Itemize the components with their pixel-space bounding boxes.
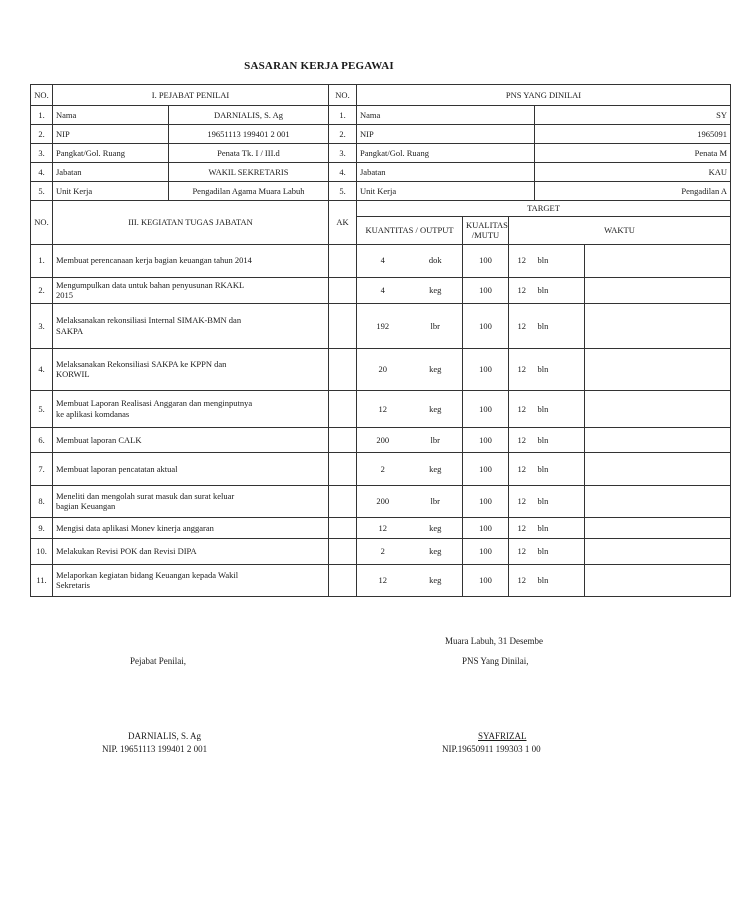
kegiatan-text-content: Mengumpulkan data untuk bahan penyusunan RKAKL 2015	[56, 279, 244, 301]
kegiatan-time-unit: bln	[535, 348, 585, 390]
kegiatan-time: 12	[509, 564, 535, 596]
kegiatan-no: 9.	[31, 517, 53, 538]
dinilai-value: SY	[535, 106, 731, 125]
waktu-header: WAKTU	[509, 216, 731, 244]
pns-dinilai-nip: NIP.19650911 199303 1 00	[442, 744, 541, 754]
kegiatan-time: 12	[509, 244, 535, 277]
dinilai-value: 1965091	[535, 125, 731, 144]
penilai-value: WAKIL SEKRETARIS	[169, 163, 329, 182]
penilai-label: Unit Kerja	[53, 182, 169, 201]
kegiatan-row	[31, 390, 731, 427]
kegiatan-quality: 100	[463, 564, 509, 596]
kegiatan-text-content: Membuat Laporan Realisasi Anggaran dan menginputnya ke aplikasi komdanas	[56, 398, 253, 419]
place-date: Muara Labuh, 31 Desembe	[445, 636, 543, 646]
kegiatan-no: 7.	[31, 452, 53, 485]
kegiatan-quality: 100	[463, 538, 509, 564]
kegiatan-extra	[585, 277, 731, 303]
kegiatan-unit: keg	[409, 452, 463, 485]
kegiatan-qty: 200	[357, 427, 409, 452]
identity-row	[31, 182, 731, 201]
penilai-value: DARNIALIS, S. Ag	[169, 106, 329, 125]
dinilai-no: 5.	[329, 182, 357, 201]
kegiatan-row	[31, 564, 731, 596]
dinilai-no: 2.	[329, 125, 357, 144]
kegiatan-time: 12	[509, 427, 535, 452]
kegiatan-no: 2.	[31, 277, 53, 303]
penilai-value: 19651113 199401 2 001	[169, 125, 329, 144]
penilai-no: 5.	[31, 182, 53, 201]
penilai-label: Nama	[53, 106, 169, 125]
kegiatan-qty: 2	[357, 538, 409, 564]
kegiatan-text	[53, 244, 329, 277]
dinilai-no: 4.	[329, 163, 357, 182]
dinilai-value: KAU	[535, 163, 731, 182]
penilai-label: Jabatan	[53, 163, 169, 182]
pejabat-penilai-nip: NIP. 19651113 199401 2 001	[102, 744, 208, 754]
kegiatan-no: 11.	[31, 564, 53, 596]
kegiatan-unit: keg	[409, 348, 463, 390]
penilai-no: 1.	[31, 106, 53, 125]
kegiatan-ak	[329, 348, 357, 390]
kegiatan-quality: 100	[463, 244, 509, 277]
kegiatan-quality: 100	[463, 348, 509, 390]
kegiatan-time-unit: bln	[535, 303, 585, 348]
kegiatan-text	[53, 390, 329, 427]
kegiatan-unit: lbr	[409, 427, 463, 452]
kegiatan-no: 4.	[31, 348, 53, 390]
kegiatan-text	[53, 485, 329, 517]
kegiatan-extra	[585, 485, 731, 517]
kegiatan-qty: 2	[357, 452, 409, 485]
kegiatan-qty: 200	[357, 485, 409, 517]
penilai-label: NIP	[53, 125, 169, 144]
kegiatan-quality: 100	[463, 390, 509, 427]
pejabat-penilai-label: Pejabat Penilai,	[130, 656, 186, 666]
kegiatan-extra	[585, 564, 731, 596]
dinilai-heading: PNS YANG DINILAI	[357, 85, 731, 106]
kegiatan-extra	[585, 517, 731, 538]
kualitas-header: KUALITAS /MUTU	[463, 216, 509, 244]
kegiatan-time: 12	[509, 452, 535, 485]
penilai-label: Pangkat/Gol. Ruang	[53, 144, 169, 163]
kegiatan-unit: keg	[409, 277, 463, 303]
kegiatan-row	[31, 244, 731, 277]
kegiatan-quality: 100	[463, 303, 509, 348]
kegiatan-unit: lbr	[409, 485, 463, 517]
kegiatan-no: 8.	[31, 485, 53, 517]
kegiatan-quality: 100	[463, 427, 509, 452]
kegiatan-no-header: NO.	[31, 201, 53, 245]
kegiatan-text	[53, 303, 329, 348]
kegiatan-unit: dok	[409, 244, 463, 277]
penilai-no: 3.	[31, 144, 53, 163]
kegiatan-text-content: Membuat laporan pencatatan aktual	[56, 463, 178, 474]
dinilai-no: 3.	[329, 144, 357, 163]
kegiatan-ak	[329, 390, 357, 427]
kegiatan-quality: 100	[463, 277, 509, 303]
kegiatan-ak	[329, 277, 357, 303]
kegiatan-time-unit: bln	[535, 244, 585, 277]
kegiatan-qty: 192	[357, 303, 409, 348]
kegiatan-text	[53, 277, 329, 303]
penilai-value: Pengadilan Agama Muara Labuh	[169, 182, 329, 201]
kegiatan-time: 12	[509, 390, 535, 427]
kegiatan-ak	[329, 564, 357, 596]
penilai-heading: I. PEJABAT PENILAI	[53, 85, 329, 106]
kegiatan-text	[53, 427, 329, 452]
kegiatan-heading: III. KEGIATAN TUGAS JABATAN	[53, 201, 329, 245]
kegiatan-ak	[329, 538, 357, 564]
identity-row	[31, 144, 731, 163]
penilai-no: 2.	[31, 125, 53, 144]
kegiatan-time-unit: bln	[535, 517, 585, 538]
kegiatan-time-unit: bln	[535, 538, 585, 564]
dinilai-value: Pengadilan A	[535, 182, 731, 201]
kegiatan-text-content: Melaksanakan rekonsiliasi Internal SIMAK-BMN dan SAKPA	[56, 315, 242, 336]
kegiatan-row	[31, 427, 731, 452]
kegiatan-qty: 20	[357, 348, 409, 390]
kegiatan-extra	[585, 538, 731, 564]
kegiatan-no: 6.	[31, 427, 53, 452]
ak-header: AK	[329, 201, 357, 245]
kegiatan-time-unit: bln	[535, 277, 585, 303]
kegiatan-ak	[329, 485, 357, 517]
sasaran-kerja-table	[30, 84, 731, 597]
kegiatan-ak	[329, 452, 357, 485]
kegiatan-text	[53, 348, 329, 390]
kegiatan-unit: keg	[409, 538, 463, 564]
kegiatan-extra	[585, 452, 731, 485]
kegiatan-quality: 100	[463, 517, 509, 538]
kegiatan-extra	[585, 390, 731, 427]
dinilai-label: Unit Kerja	[357, 182, 535, 201]
dinilai-label: NIP	[357, 125, 535, 144]
kegiatan-extra	[585, 303, 731, 348]
header-no-left: NO.	[31, 85, 53, 106]
kegiatan-row	[31, 277, 731, 303]
kegiatan-time: 12	[509, 485, 535, 517]
kegiatan-text-content: Mengisi data aplikasi Monev kinerja anggaran	[56, 522, 214, 533]
kegiatan-time: 12	[509, 303, 535, 348]
kegiatan-time: 12	[509, 348, 535, 390]
kegiatan-ak	[329, 517, 357, 538]
target-header: TARGET	[357, 201, 731, 217]
kegiatan-ak	[329, 427, 357, 452]
kegiatan-qty: 12	[357, 390, 409, 427]
kegiatan-time-unit: bln	[535, 452, 585, 485]
kegiatan-qty: 12	[357, 564, 409, 596]
kegiatan-time-unit: bln	[535, 390, 585, 427]
pns-dinilai-name: SYAFRIZAL	[478, 731, 527, 741]
kegiatan-text	[53, 564, 329, 596]
kegiatan-row	[31, 538, 731, 564]
kegiatan-ak	[329, 244, 357, 277]
identity-row	[31, 106, 731, 125]
sasaran-kerja-table-viewport	[30, 84, 727, 624]
kegiatan-time-unit: bln	[535, 564, 585, 596]
kegiatan-unit: keg	[409, 564, 463, 596]
kegiatan-text-content: Membuat perencanaan kerja bagian keuangan tahun 2014	[56, 255, 252, 266]
kegiatan-row	[31, 517, 731, 538]
dinilai-label: Nama	[357, 106, 535, 125]
dinilai-label: Pangkat/Gol. Ruang	[357, 144, 535, 163]
penilai-no: 4.	[31, 163, 53, 182]
kegiatan-extra	[585, 244, 731, 277]
kegiatan-qty: 4	[357, 277, 409, 303]
kegiatan-time: 12	[509, 538, 535, 564]
kegiatan-qty: 4	[357, 244, 409, 277]
pejabat-penilai-name: DARNIALIS, S. Ag	[128, 731, 202, 741]
kegiatan-row	[31, 485, 731, 517]
kuantitas-header: KUANTITAS / OUTPUT	[357, 216, 463, 244]
kegiatan-extra	[585, 348, 731, 390]
kegiatan-no: 5.	[31, 390, 53, 427]
kegiatan-time: 12	[509, 277, 535, 303]
kegiatan-time-unit: bln	[535, 427, 585, 452]
kegiatan-unit: keg	[409, 390, 463, 427]
kegiatan-unit: keg	[409, 517, 463, 538]
dinilai-label: Jabatan	[357, 163, 535, 182]
kegiatan-text-content: Membuat laporan CALK	[56, 434, 142, 445]
kegiatan-qty: 12	[357, 517, 409, 538]
page-title: SASARAN KERJA PEGAWAI	[244, 60, 394, 72]
kegiatan-no: 1.	[31, 244, 53, 277]
dinilai-value: Penata M	[535, 144, 731, 163]
kegiatan-text	[53, 538, 329, 564]
pns-dinilai-label: PNS Yang Dinilai,	[462, 656, 529, 666]
kegiatan-row	[31, 348, 731, 390]
kegiatan-text-content: Melakukan Revisi POK dan Revisi DIPA	[56, 546, 197, 557]
dinilai-no: 1.	[329, 106, 357, 125]
kegiatan-no: 3.	[31, 303, 53, 348]
kegiatan-quality: 100	[463, 452, 509, 485]
kegiatan-text	[53, 517, 329, 538]
kegiatan-text-content: Melaporkan kegiatan bidang Keuangan kepada Wakil Sekretaris	[56, 569, 239, 591]
kegiatan-text	[53, 452, 329, 485]
kegiatan-text-content: Meneliti dan mengolah surat masuk dan surat keluar bagian Keuangan	[56, 490, 235, 512]
kegiatan-row	[31, 303, 731, 348]
kegiatan-text-content: Melaksanakan Rekonsiliasi SAKPA ke KPPN dan KORWIL	[56, 358, 227, 380]
kegiatan-time-unit: bln	[535, 485, 585, 517]
kegiatan-extra	[585, 427, 731, 452]
kegiatan-unit: lbr	[409, 303, 463, 348]
kegiatan-row	[31, 452, 731, 485]
identity-row	[31, 163, 731, 182]
kegiatan-time: 12	[509, 517, 535, 538]
kegiatan-ak	[329, 303, 357, 348]
penilai-value: Penata Tk. I / III.d	[169, 144, 329, 163]
header-no-right: NO.	[329, 85, 357, 106]
kegiatan-no: 10.	[31, 538, 53, 564]
kegiatan-quality: 100	[463, 485, 509, 517]
identity-row	[31, 125, 731, 144]
